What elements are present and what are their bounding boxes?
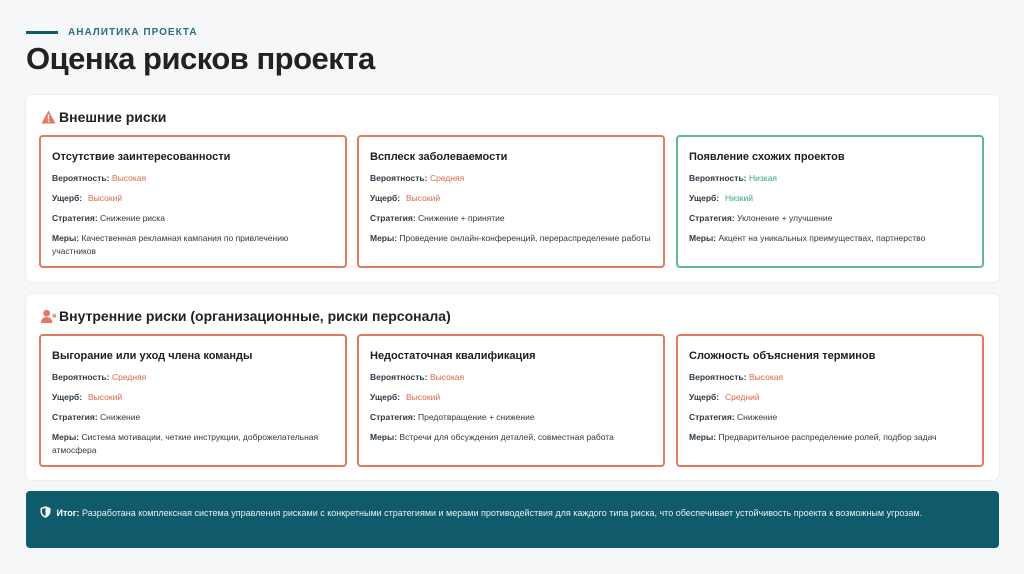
summary-label: Итог: <box>56 508 80 518</box>
damage-label: Ущерб: <box>689 392 720 402</box>
strategy-label: Стратегия: <box>52 412 98 422</box>
warning-icon <box>41 109 57 125</box>
risk-title: Появление схожих проектов <box>689 151 845 163</box>
section-title: Внутренние риски (организационные, риски персонала) <box>59 308 451 324</box>
risk-card <box>39 135 347 268</box>
user-remove-icon <box>41 308 57 324</box>
eyebrow-text: АНАЛИТИКА ПРОЕКТА <box>68 27 198 38</box>
probability-value: Высокая <box>112 173 147 183</box>
measures-value: Встречи для обсуждения деталей, совместная работа <box>399 432 614 442</box>
damage-label: Ущерб: <box>689 193 720 203</box>
risk-card <box>676 135 984 268</box>
measures-label: Меры: <box>689 233 717 243</box>
risk-card <box>357 334 665 467</box>
strategy-value: Снижение + принятие <box>418 213 505 223</box>
probability-value: Высокая <box>430 372 465 382</box>
strategy-value: Снижение риска <box>100 213 165 223</box>
risk-title: Выгорание или уход члена команды <box>52 350 253 362</box>
risk-card <box>357 135 665 268</box>
measures-value: Система мотивации, четкие инструкции, доброжелательная атмосфера <box>52 432 319 455</box>
damage-value: Высокий <box>406 392 441 402</box>
measures-value: Акцент на уникальных преимуществах, партнерство <box>718 233 926 243</box>
probability-label: Вероятность: <box>370 173 428 183</box>
strategy-value: Снижение <box>100 412 141 422</box>
strategy-value: Уклонение + улучшение <box>737 213 833 223</box>
internal-risks-section <box>26 294 999 480</box>
risk-title: Недостаточная квалификация <box>370 350 536 362</box>
probability-value: Средняя <box>430 173 465 183</box>
measures-label: Меры: <box>52 432 80 442</box>
strategy-label: Стратегия: <box>689 412 735 422</box>
probability-label: Вероятность: <box>689 173 747 183</box>
section-header <box>41 109 166 125</box>
damage-value: Низкий <box>725 193 753 203</box>
strategy-label: Стратегия: <box>52 213 98 223</box>
shield-icon <box>40 506 51 525</box>
external-risks-section <box>26 95 999 282</box>
summary-text: Разработана комплексная система управления рисками с конкретными стратегиями и мерами противодействия для каждого типа риска, что обеспечивает устойчивость проекта к возможным угрозам. <box>82 508 923 518</box>
risk-title: Отсутствие заинтересованности <box>52 151 231 163</box>
damage-value: Высокий <box>88 193 123 203</box>
damage-label: Ущерб: <box>370 392 401 402</box>
damage-value: Высокий <box>406 193 441 203</box>
probability-label: Вероятность: <box>370 372 428 382</box>
risk-title: Сложность объяснения терминов <box>689 350 876 362</box>
damage-label: Ущерб: <box>370 193 401 203</box>
damage-value: Высокий <box>88 392 123 402</box>
eyebrow <box>26 27 198 38</box>
probability-value: Средняя <box>112 372 147 382</box>
section-title: Внешние риски <box>59 109 167 125</box>
eyebrow-bar <box>26 31 58 34</box>
strategy-value: Предотвращение + снижение <box>418 412 535 422</box>
probability-label: Вероятность: <box>52 173 110 183</box>
probability-value: Высокая <box>749 372 784 382</box>
strategy-label: Стратегия: <box>370 412 416 422</box>
measures-label: Меры: <box>370 233 398 243</box>
measures-label: Меры: <box>370 432 398 442</box>
probability-value: Низкая <box>749 173 778 183</box>
measures-value: Качественная рекламная кампания по привлечению участников <box>52 233 289 256</box>
risk-card <box>39 334 347 467</box>
damage-label: Ущерб: <box>52 193 83 203</box>
summary-banner <box>26 491 999 548</box>
measures-label: Меры: <box>689 432 717 442</box>
measures-value: Предварительное распределение ролей, подбор задач <box>718 432 937 442</box>
page-title: Оценка рисков проекта <box>26 41 375 76</box>
measures-label: Меры: <box>52 233 80 243</box>
strategy-label: Стратегия: <box>689 213 735 223</box>
risk-title: Всплеск заболеваемости <box>370 151 508 163</box>
damage-label: Ущерб: <box>52 392 83 402</box>
strategy-label: Стратегия: <box>370 213 416 223</box>
measures-value: Проведение онлайн-конференций, перераспределение работы <box>399 233 651 243</box>
risk-card <box>676 334 984 467</box>
damage-value: Средний <box>725 392 760 402</box>
strategy-value: Снижение <box>737 412 778 422</box>
section-header <box>41 308 451 324</box>
probability-label: Вероятность: <box>52 372 110 382</box>
probability-label: Вероятность: <box>689 372 747 382</box>
